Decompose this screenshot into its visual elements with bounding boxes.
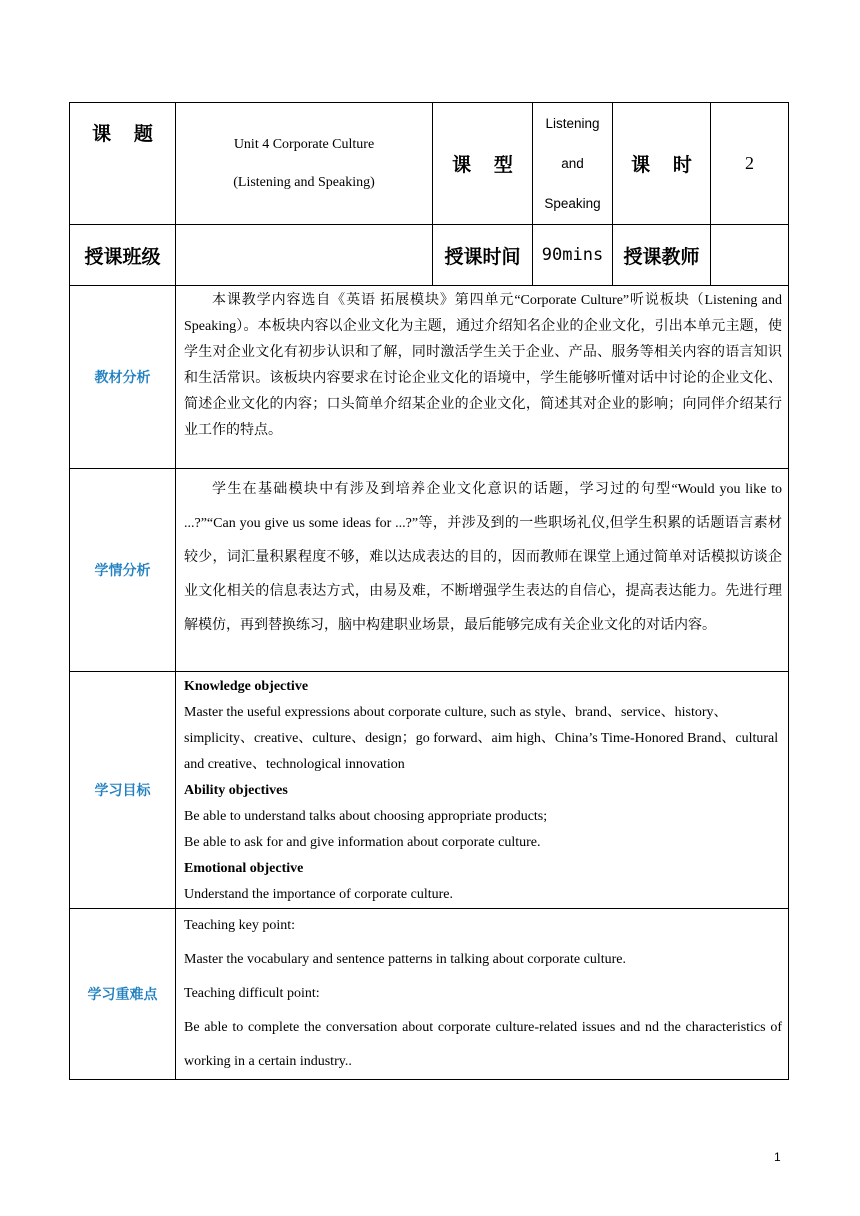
knowledge-heading: Knowledge objective — [184, 679, 309, 694]
teacher-value — [711, 225, 789, 286]
difficult-heading: Teaching difficult point: — [184, 986, 320, 1001]
type-label: 课 型 — [433, 103, 533, 225]
difficult-text: Be able to complete the conversation about corporate culture-related issues and nd the characteristics of working in a certain industry.. — [184, 1020, 782, 1069]
key-text: Master the vocabulary and sentence patterns in talking about corporate culture. — [184, 952, 626, 967]
type-value-line: Speaking — [544, 195, 601, 211]
page-number: 1 — [774, 1150, 781, 1164]
keypoints-cell — [176, 909, 789, 1080]
lesson-title-line2: (Listening and Speaking) — [233, 174, 375, 190]
hours-value: 2 — [711, 103, 789, 225]
time-label: 授课时间 — [433, 225, 533, 286]
students-text: 学生在基础模块中有涉及到培养企业文化意识的话题，学习过的句型“Would you like to ...?”“Can you give us some ideas for ...?”等，并涉及到的一些职场礼仪,但学生积累的话题语言素材较少，词汇量积累程度不够，难以达成表达的目的，因而教师在课堂上通过简单对话模拟访谈企业文化相关的信息表达方式，由易及难，不断增强学生表达的自信心，提高表达能力。先进行理解模仿，再到替换练习，脑中构建职业场景，最后能够完成有关企业文化的对话内容。 — [184, 482, 782, 633]
students-row — [70, 469, 789, 672]
keypoints-block — [176, 909, 788, 1079]
materials-text: 本课教学内容选自《英语 拓展模块》第四单元“Corporate Culture”听说板块（Listening and Speaking）。本板块内容以企业文化为主题，通过介绍知名企业的企业文化，引出本单元主题，使学生对企业文化有初步认识和了解，同时激活学生关于企业、产品、服务等相关内容的语言知识和生活常识。该板块内容要求在讨论企业文化的语境中，学生能够听懂对话中讨论的企业文化、简述企业文化的内容；口头简单介绍某企业的企业文化，简述其对企业的影响；向同伴介绍某行业工作的特点。 — [184, 293, 782, 438]
topic-label: 课 题 — [70, 103, 176, 225]
ability-line: Be able to understand talks about choosing appropriate products; — [184, 809, 548, 824]
type-value — [533, 103, 613, 225]
key-heading: Teaching key point: — [184, 918, 295, 933]
emotional-text: Understand the importance of corporate culture. — [184, 887, 454, 902]
students-cell — [176, 469, 789, 672]
lesson-plan-table — [69, 102, 789, 1080]
teacher-label: 授课教师 — [613, 225, 711, 286]
time-value: 90mins — [533, 225, 613, 286]
objectives-cell — [176, 672, 789, 909]
ability-heading: Ability objectives — [184, 783, 288, 798]
materials-row — [70, 286, 789, 469]
lesson-title — [176, 103, 433, 225]
ability-line: Be able to ask for and give information about corporate culture. — [184, 835, 541, 850]
knowledge-text: Master the useful expressions about corporate culture, such as style、brand、service、history、simplicity、creative、culture、design；go forward、aim high、China’s Time-Honored Brand、cultural and creative、technological innovation — [184, 705, 779, 772]
hours-label: 课 时 — [613, 103, 711, 225]
objectives-block — [176, 674, 788, 908]
header-row-class — [70, 225, 789, 286]
type-value-line: and — [561, 155, 584, 171]
objectives-label: 学习目标 — [70, 672, 176, 909]
class-value — [176, 225, 433, 286]
students-label: 学情分析 — [70, 469, 176, 672]
keypoints-row — [70, 909, 789, 1080]
class-label: 授课班级 — [70, 225, 176, 286]
materials-cell — [176, 286, 789, 469]
objectives-row — [70, 672, 789, 909]
keypoints-label: 学习重难点 — [70, 909, 176, 1080]
materials-label: 教材分析 — [70, 286, 176, 469]
header-row-topic — [70, 103, 789, 225]
lesson-title-line1: Unit 4 Corporate Culture — [233, 136, 375, 152]
emotional-heading: Emotional objective — [184, 861, 304, 876]
type-value-line: Listening — [545, 115, 600, 131]
